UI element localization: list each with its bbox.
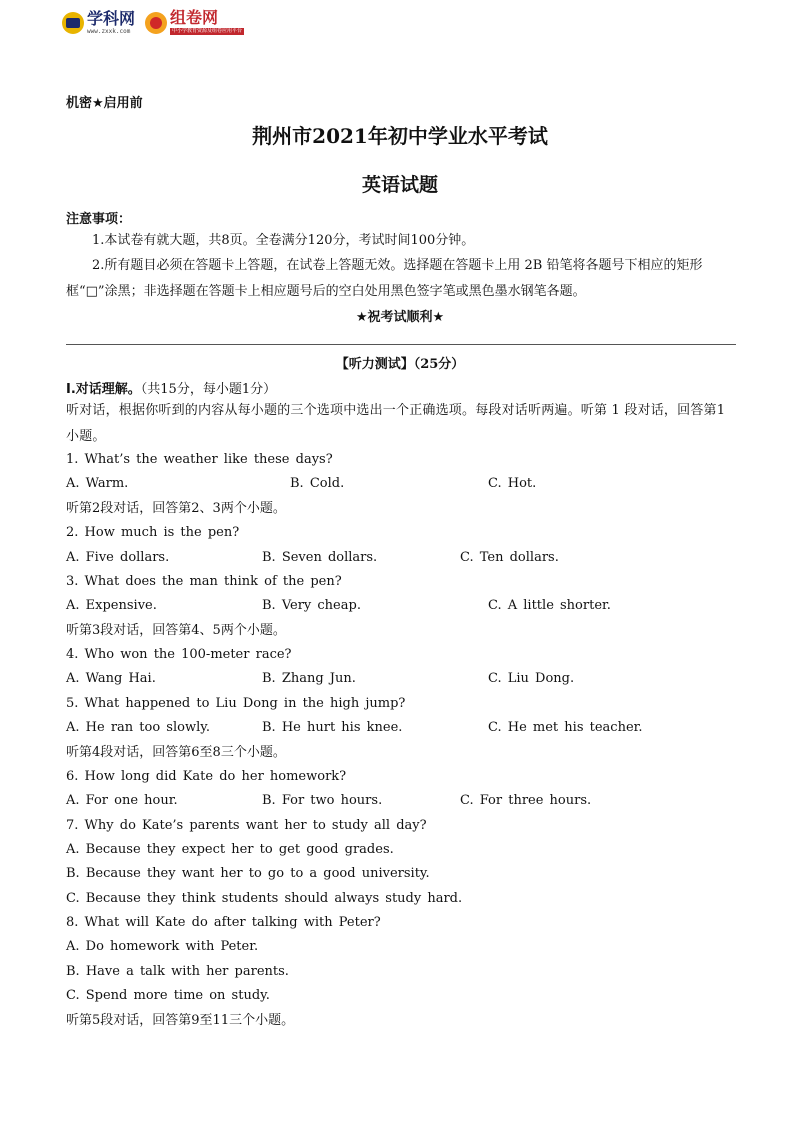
question-3-stem: 3. What does the man think of the pen? [66, 574, 342, 589]
question-4-option-c: C. Liu Dong. [488, 671, 575, 686]
question-1-option-a: A. Warm. [66, 476, 129, 491]
question-5-option-a: A. He ran too slowly. [66, 720, 210, 735]
header-logos [62, 10, 244, 35]
zjw-logo [145, 10, 244, 35]
blessing-line: ★祝考试顺利★ [355, 310, 445, 325]
exam-title: 荆州市2021年初中学业水平考试 [252, 124, 548, 148]
note-item-2: 2.所有题目必须在答题卡上答题，在试卷上答题无效。选择题在答题卡上用 2B 铅笔将各题号下相应的矩形框“□”涂黑；非选择题在答题卡上相应题号后的空白处用黑色签字笔或黑色墨水钢笔各题。 [66, 258, 703, 299]
part1-label: Ⅰ.对话理解。 [66, 382, 141, 397]
part1-instruction: 听对话，根据你听到的内容从每小题的三个选项中选出一个正确选项。每段对话听两遍。听第 1 段对话，回答第1小题。 [66, 403, 726, 444]
section-note-5: 听第5段对话，回答第9至11三个小题。 [66, 1013, 295, 1028]
zjw-logo-name: 组卷网 [170, 8, 219, 27]
question-4-option-a: A. Wang Hai. [66, 671, 156, 686]
question-4-option-b: B. Zhang Jun. [262, 671, 356, 686]
question-6-option-a: A. For one hour. [66, 793, 178, 808]
note-item-1: 1.本试卷有就大题，共8页。全卷满分120分，考试时间100分钟。 [92, 233, 475, 248]
question-2-stem: 2. How much is the pen? [66, 525, 240, 540]
question-8-option-c: C. Spend more time on study. [66, 988, 270, 1003]
xkw-logo [62, 8, 136, 35]
question-3-option-b: B. Very cheap. [262, 598, 361, 613]
secret-label: 机密★启用前 [66, 96, 143, 111]
question-7-option-a: A. Because they expect her to get good grades. [66, 842, 394, 857]
question-6-option-b: B. For two hours. [262, 793, 383, 808]
question-1-option-b: B. Cold. [290, 476, 345, 491]
zjw-logo-tagline: 中小学教育资源及组卷应用平台 [172, 28, 243, 34]
xkw-logo-url: www.zxxk.com [87, 27, 131, 35]
question-1-stem: 1. What’s the weather like these days? [66, 452, 333, 467]
question-4-stem: 4. Who won the 100-meter race? [66, 647, 292, 662]
question-7-stem: 7. Why do Kate’s parents want her to study all day? [66, 818, 427, 833]
question-2-option-b: B. Seven dollars. [262, 550, 378, 565]
question-5-option-c: C. He met his teacher. [488, 720, 643, 735]
xkw-mascot-icon [62, 12, 84, 34]
section-note-4: 听第4段对话，回答第6至8三个小题。 [66, 745, 286, 760]
question-5-option-b: B. He hurt his knee. [262, 720, 403, 735]
question-8-option-b: B. Have a talk with her parents. [66, 964, 289, 979]
question-8-stem: 8. What will Kate do after talking with Peter? [66, 915, 381, 930]
question-7-option-b: B. Because they want her to go to a good university. [66, 866, 430, 881]
notes-heading: 注意事项： [66, 212, 132, 227]
question-2-option-c: C. Ten dollars. [460, 550, 559, 565]
exam-subtitle: 英语试题 [361, 174, 438, 196]
question-1-option-c: C. Hot. [488, 476, 537, 491]
question-8-option-a: A. Do homework with Peter. [66, 939, 259, 954]
zjw-mascot-icon [145, 12, 167, 34]
section-divider [66, 344, 736, 345]
section-note-2: 听第2段对话，回答第2、3两个小题。 [66, 501, 286, 516]
question-6-option-c: C. For three hours. [460, 793, 592, 808]
xkw-logo-name: 学科网 [87, 8, 136, 28]
question-6-stem: 6. How long did Kate do her homework? [66, 769, 347, 784]
question-3-option-a: A. Expensive. [66, 598, 157, 613]
question-3-option-c: C. A little shorter. [488, 598, 611, 613]
question-5-stem: 5. What happened to Liu Dong in the high jump? [66, 696, 406, 711]
section-note-3: 听第3段对话，回答第4、5两个小题。 [66, 623, 286, 638]
part1-heading [66, 378, 276, 397]
question-2-option-a: A. Five dollars. [66, 550, 170, 565]
question-7-option-c: C. Because they think students should always study hard. [66, 891, 463, 906]
listening-section-title: 【听力测试】（25分） [335, 357, 465, 372]
part1-meta: （共15分，每小题1分） [140, 382, 277, 397]
